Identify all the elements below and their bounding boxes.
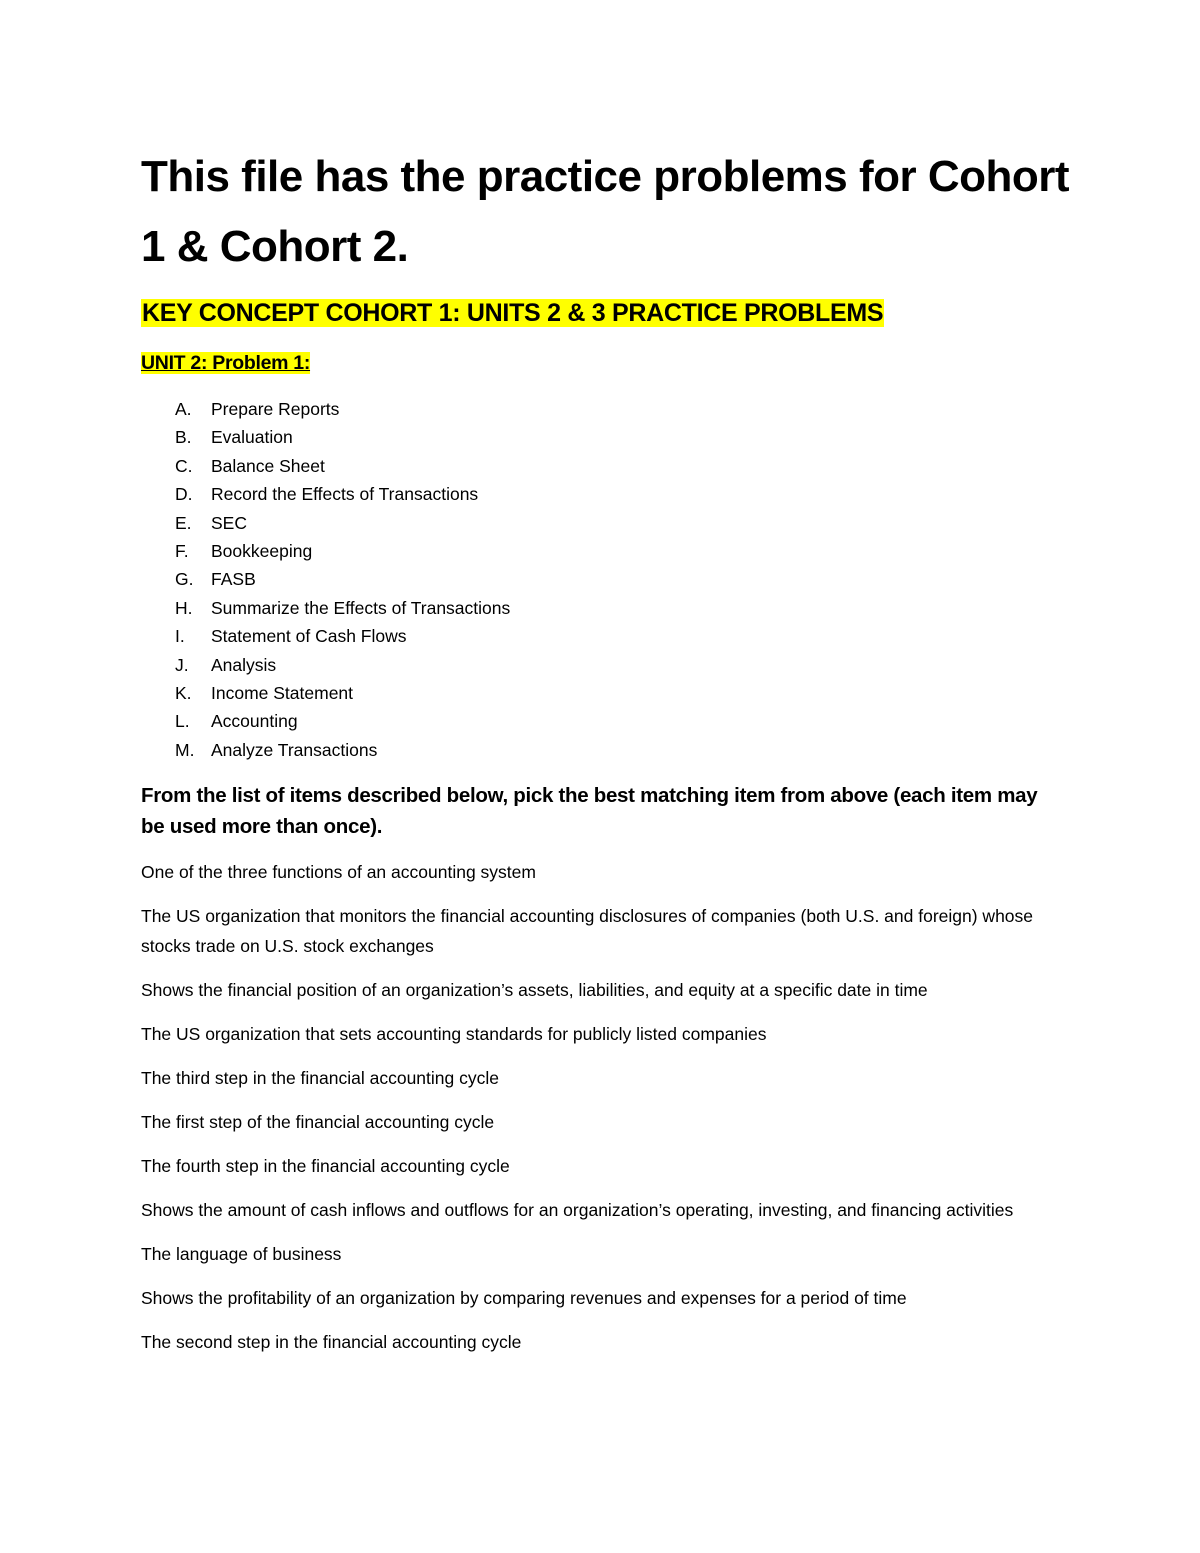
choice-text: Evaluation bbox=[211, 427, 293, 448]
choice-item bbox=[175, 395, 510, 423]
choice-item bbox=[175, 565, 510, 593]
instructions: From the list of items described below, pick the best matching item from above (each item may be used more than once). bbox=[141, 784, 1038, 838]
choice-list bbox=[175, 395, 510, 764]
choice-letter: C. bbox=[175, 455, 193, 476]
choice-text: FASB bbox=[211, 569, 256, 590]
choice-text: Summarize the Effects of Transactions bbox=[211, 597, 511, 618]
section-heading-text: KEY CONCEPT COHORT 1: UNITS 2 & 3 PRACTICE PROBLEMS bbox=[142, 299, 884, 327]
choice-text: Accounting bbox=[211, 711, 298, 732]
choice-text: Analysis bbox=[211, 654, 277, 675]
description-item: Shows the financial position of an organization’s assets, liabilities, and equity at a specific date in time bbox=[141, 979, 928, 1000]
description-item: The fourth step in the financial accounting cycle bbox=[141, 1155, 510, 1176]
choice-item bbox=[175, 537, 510, 565]
description-item: The language of business bbox=[141, 1243, 342, 1264]
choice-text: Income Statement bbox=[211, 682, 354, 703]
description-item: The US organization that sets accounting standards for publicly listed companies bbox=[141, 1023, 767, 1044]
choice-letter: M. bbox=[175, 739, 195, 760]
choice-item bbox=[175, 480, 510, 508]
choice-text: Record the Effects of Transactions bbox=[211, 484, 479, 505]
choice-letter: A. bbox=[175, 399, 192, 419]
choice-letter: I. bbox=[175, 626, 185, 647]
choice-item bbox=[175, 736, 510, 764]
choice-text: SEC bbox=[211, 512, 247, 533]
document-title: This file has the practice problems for Cohort 1 & Cohort 2. bbox=[141, 152, 1070, 271]
choice-letter: H. bbox=[175, 597, 193, 618]
choice-item bbox=[175, 423, 510, 451]
choice-letter: G. bbox=[175, 569, 194, 590]
choice-letter: B. bbox=[175, 427, 192, 448]
choice-item bbox=[175, 622, 510, 650]
choice-letter: L. bbox=[175, 711, 190, 732]
choice-item bbox=[175, 509, 510, 537]
choice-text: Analyze Transactions bbox=[211, 739, 378, 760]
choice-letter: F. bbox=[175, 540, 189, 561]
choice-item bbox=[175, 594, 510, 622]
choice-item bbox=[175, 452, 510, 480]
description-item: Shows the profitability of an organization by comparing revenues and expenses for a period of time bbox=[141, 1287, 907, 1308]
choice-letter: J. bbox=[175, 654, 189, 675]
description-item: The second step in the financial accounting cycle bbox=[141, 1331, 522, 1352]
choice-letter: E. bbox=[175, 512, 192, 533]
description-list bbox=[141, 858, 1071, 1372]
choice-text: Statement of Cash Flows bbox=[211, 626, 407, 647]
choice-letter: K. bbox=[175, 682, 192, 703]
choice-text: Prepare Reports bbox=[211, 399, 340, 419]
description-item: Shows the amount of cash inflows and outflows for an organization’s operating, investing, and financing activities bbox=[141, 1199, 1014, 1220]
unit-heading bbox=[141, 348, 310, 378]
choice-item bbox=[175, 679, 510, 707]
choice-item bbox=[175, 707, 510, 735]
description-item: The US organization that monitors the financial accounting disclosures of companies (both U.S. and foreign) whose stocks trade on U.S. stock exchanges bbox=[141, 906, 1034, 956]
choice-text: Bookkeeping bbox=[211, 540, 313, 561]
section-heading bbox=[141, 293, 884, 333]
choice-item bbox=[175, 651, 510, 679]
description-item: One of the three functions of an accounting system bbox=[141, 862, 536, 882]
description-item: The third step in the financial accounting cycle bbox=[141, 1067, 499, 1088]
choice-text: Balance Sheet bbox=[211, 455, 325, 476]
choice-letter: D. bbox=[175, 484, 193, 505]
description-item: The first step of the financial accounting cycle bbox=[141, 1111, 495, 1132]
unit-heading-text: UNIT 2: Problem 1: bbox=[141, 352, 311, 374]
